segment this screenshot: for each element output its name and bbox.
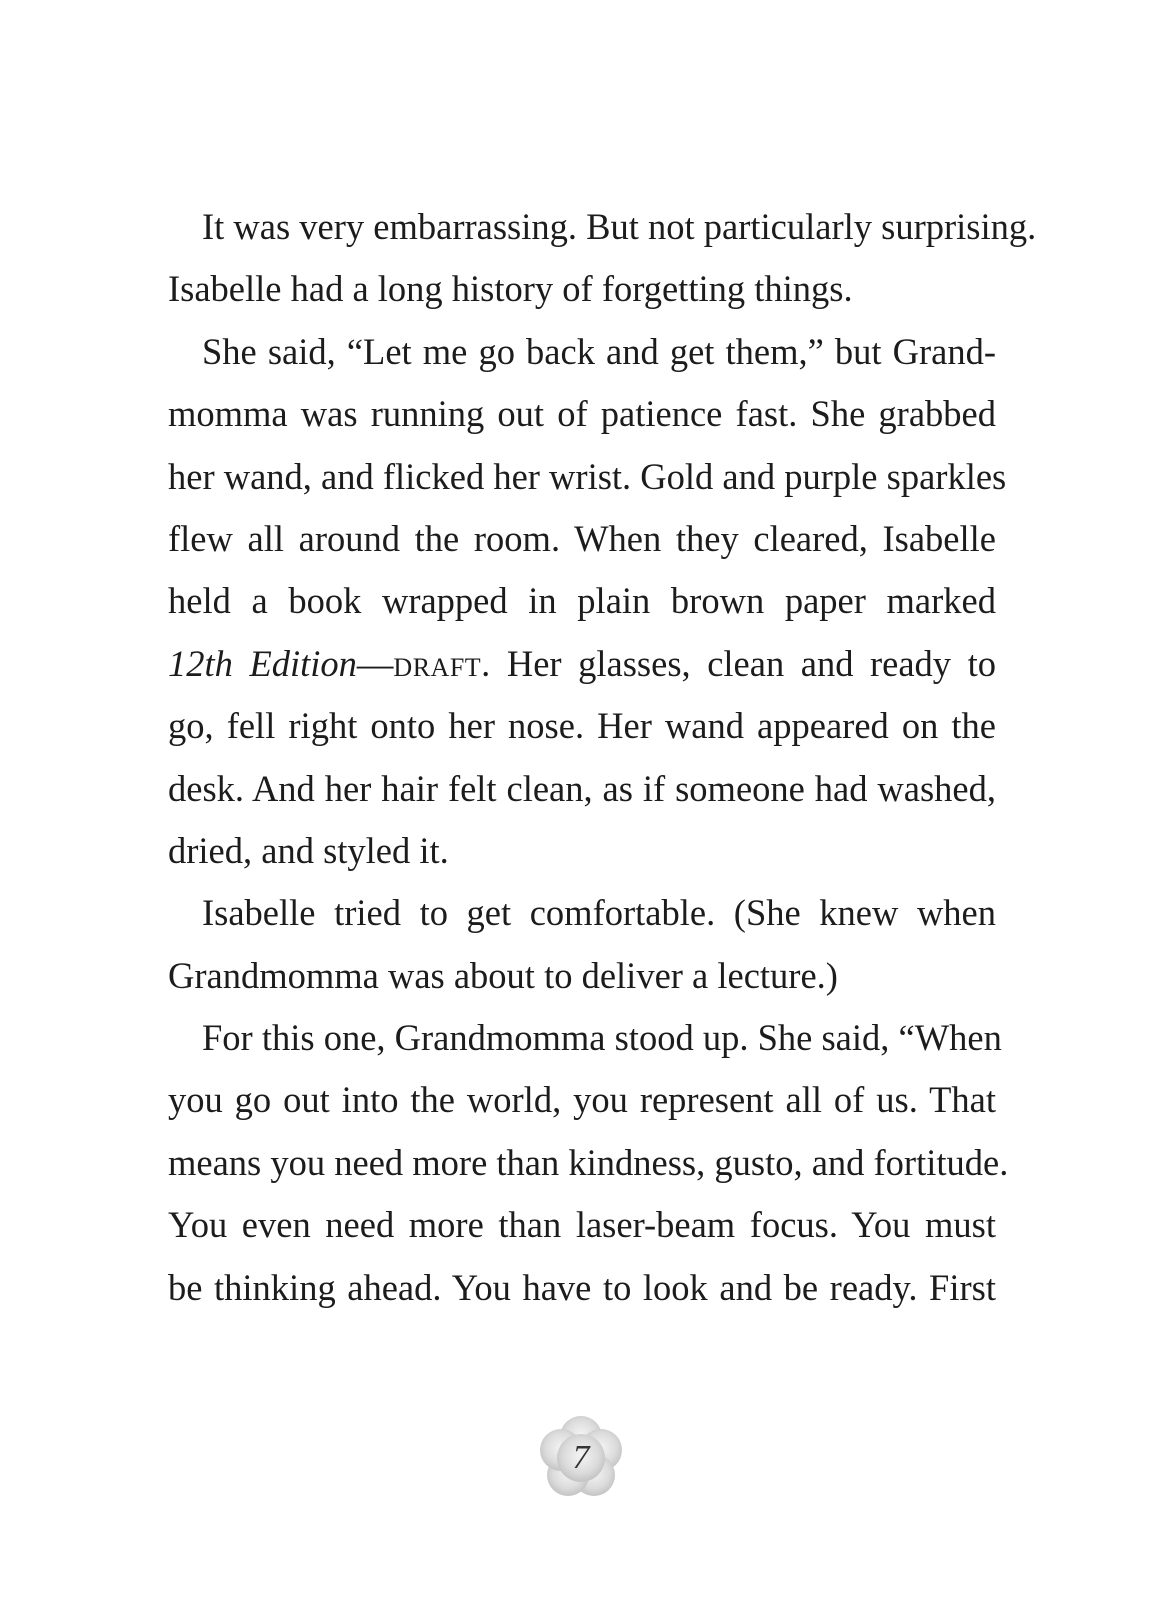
text-line: For this one, Grandmomma stood up. She said, “When [202, 1017, 1002, 1059]
em-dash: — [356, 642, 394, 684]
page-number: 7 [572, 1439, 590, 1476]
text-line: her wand, and flicked her wrist. Gold and purple sparkles [168, 455, 1007, 497]
italic-title: 12th Edition [168, 642, 357, 684]
text-line: You even need more than laser-beam focus. You must [168, 1204, 996, 1246]
text-line: go, fell right onto her nose. Her wand appeared on the [168, 705, 996, 747]
small-caps-word: draft [393, 642, 482, 684]
text-line: Isabelle had a long history of forgetting things. [168, 268, 853, 310]
text-line: momma was running out of patience fast. She grabbed [168, 393, 996, 435]
text-line: It was very embarrassing. But not particularly surprising. [202, 206, 1037, 247]
text-line: Isabelle tried to get comfortable. (She knew when [202, 892, 996, 934]
text-line: desk. And her hair felt clean, as if someone had washed, [168, 767, 996, 809]
text-line-rest: . Her glasses, clean and ready to [481, 642, 997, 684]
text-line: means you need more than kindness, gusto, and fortitude. [168, 1141, 1009, 1183]
text-line: She said, “Let me go back and get them,” but Grand- [202, 330, 996, 372]
text-line: you go out into the world, you represent all of us. That [168, 1079, 996, 1121]
text-line [168, 633, 996, 695]
text-line: held a book wrapped in plain brown paper marked [168, 580, 996, 622]
text-line: flew all around the room. When they cleared, Isabelle [168, 517, 996, 559]
body-text [168, 196, 1037, 1319]
text-line: Grandmomma was about to deliver a lecture.) [168, 954, 838, 996]
text-line: be thinking ahead. You have to look and be ready. First [168, 1266, 996, 1308]
text-line: dried, and styled it. [168, 829, 449, 871]
page-number-badge [538, 1415, 624, 1501]
